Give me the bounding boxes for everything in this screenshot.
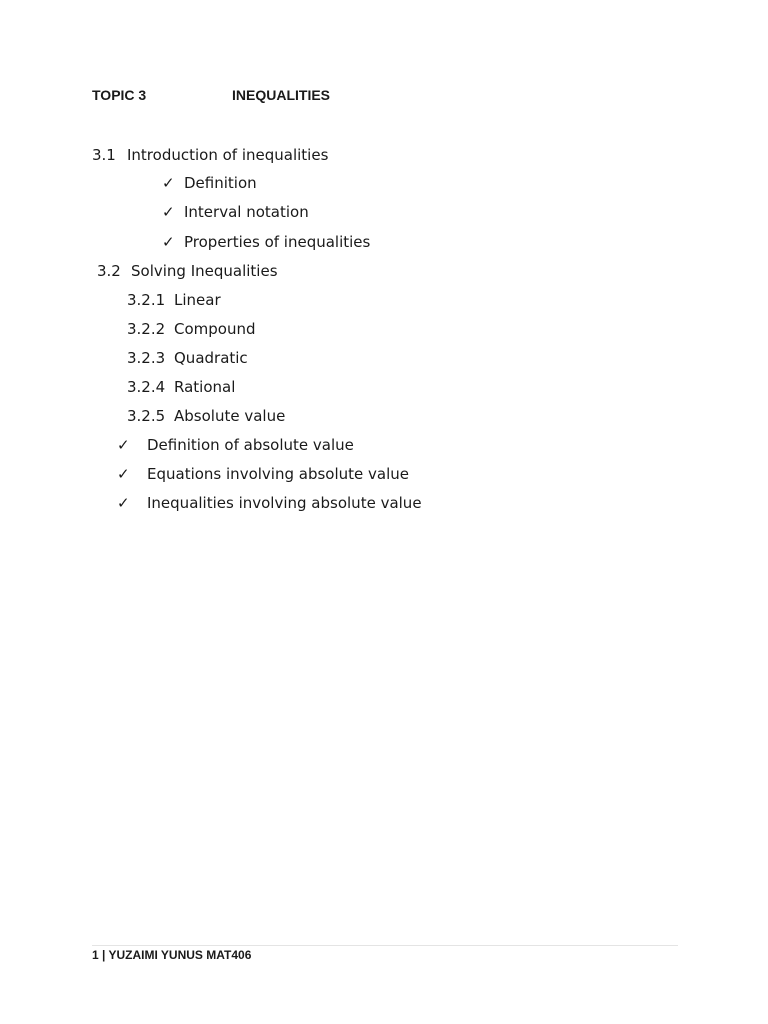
checklist-item	[117, 494, 422, 512]
subsection-number: 3.2.1	[127, 291, 166, 309]
subsection-number: 3.2.3	[127, 349, 166, 367]
section-number: 3.1	[92, 146, 116, 164]
checklist-item	[117, 436, 354, 454]
subsection-number: 3.2.5	[127, 407, 166, 425]
section-title: Introduction of inequalities	[127, 146, 329, 164]
page-footer: 1 | YUZAIMI YUNUS MAT406	[92, 948, 252, 962]
section-title: Solving Inequalities	[131, 262, 278, 280]
subsection-item	[127, 291, 221, 309]
checkmark-icon: ✓	[162, 203, 175, 221]
checkmark-icon: ✓	[117, 494, 130, 512]
checklist-text: Definition	[184, 174, 257, 192]
checkmark-icon: ✓	[117, 436, 130, 454]
section-heading	[92, 146, 328, 164]
subsection-item	[127, 407, 285, 425]
checklist-text: Interval notation	[184, 203, 309, 221]
checklist-item	[162, 203, 309, 221]
checkmark-icon: ✓	[162, 174, 175, 192]
subsection-item	[127, 378, 235, 396]
checklist-text: Definition of absolute value	[147, 436, 354, 454]
subsection-title: Rational	[174, 378, 236, 396]
checklist-item	[162, 174, 257, 192]
checklist-item	[162, 233, 370, 251]
topic-code: TOPIC 3	[92, 87, 147, 103]
checkmark-icon: ✓	[117, 465, 130, 483]
subsection-title: Linear	[174, 291, 221, 309]
checklist-text: Inequalities involving absolute value	[147, 494, 422, 512]
subsection-title: Compound	[174, 320, 256, 338]
subsection-item	[127, 349, 248, 367]
subsection-title: Absolute value	[174, 407, 286, 425]
section-heading	[97, 262, 278, 280]
topic-title: INEQUALITIES	[232, 87, 331, 103]
checkmark-icon: ✓	[162, 233, 175, 251]
checklist-text: Equations involving absolute value	[147, 465, 409, 483]
subsection-title: Quadratic	[174, 349, 248, 367]
section-number: 3.2	[97, 262, 121, 280]
checklist-text: Properties of inequalities	[184, 233, 371, 251]
checklist-item	[117, 465, 409, 483]
subsection-number: 3.2.2	[127, 320, 166, 338]
subsection-number: 3.2.4	[127, 378, 166, 396]
subsection-item	[127, 320, 256, 338]
footer-divider	[92, 945, 678, 946]
